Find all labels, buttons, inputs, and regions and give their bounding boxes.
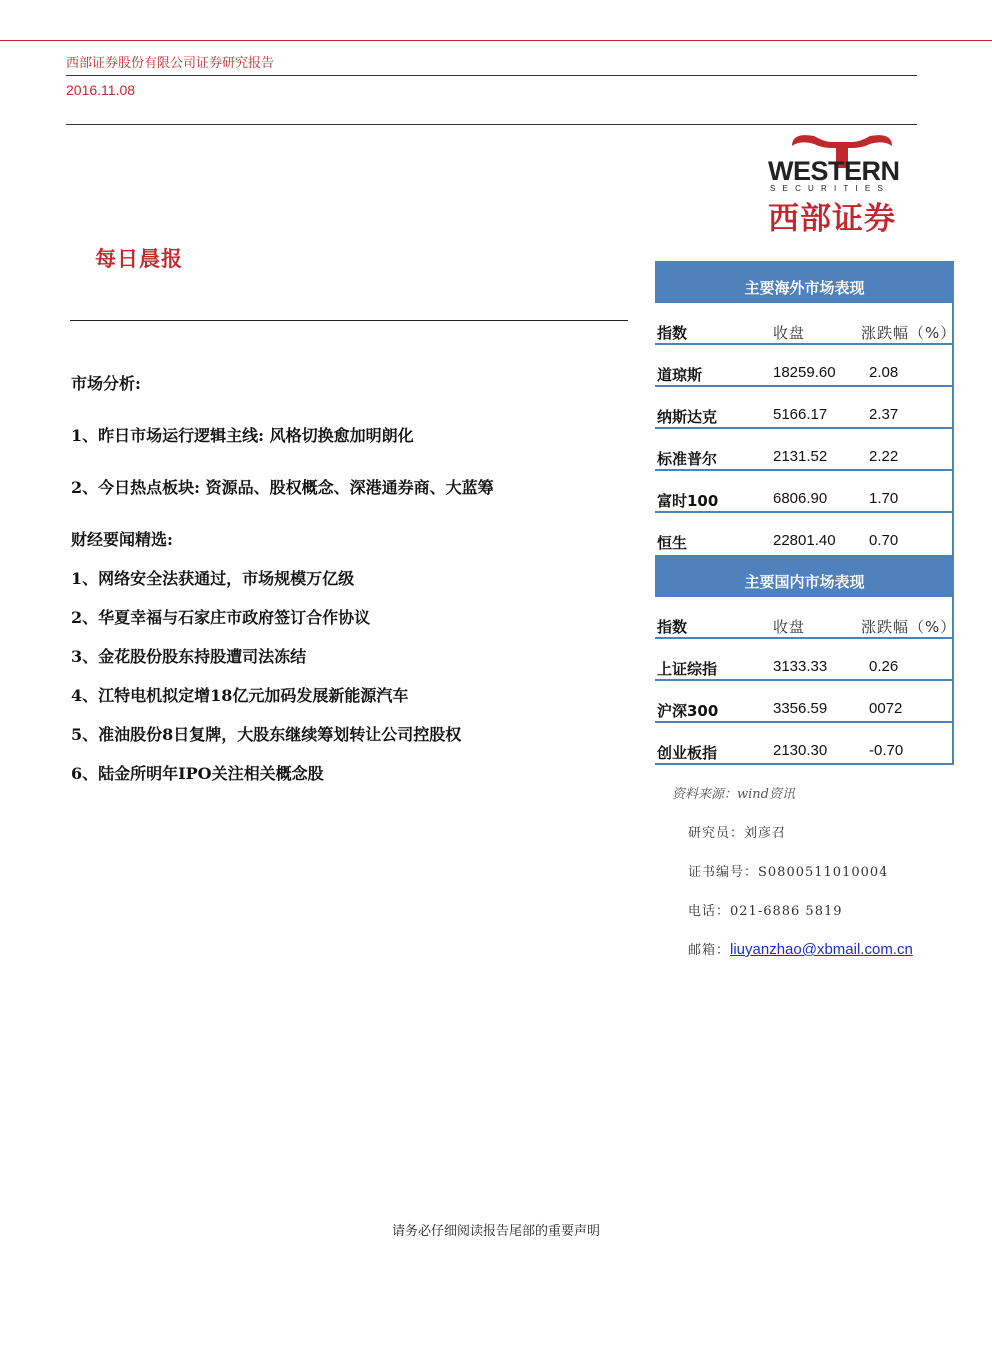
logo-chinese: 西部证券 [768,201,896,237]
logo-subtitle: SECURITIES [770,184,891,193]
index-change: 0.26 [869,658,899,675]
table-row [655,723,954,765]
header-close: 收盘 [773,618,806,636]
table-row [655,345,954,387]
index-close: 18259.60 [773,364,836,381]
title-rule [70,320,628,321]
email-link[interactable]: liuyanzhao@xbmail.com.cn [730,941,913,958]
index-close: 5166.17 [773,406,828,423]
news-item: 4、江特电机拟定增18亿元加码发展新能源汽车 [71,686,409,705]
table-header-row [655,597,957,639]
news-item: 1、网络安全法获通过，市场规模万亿级 [71,569,355,588]
header-close: 收盘 [773,324,806,342]
domestic-market-table [655,555,957,765]
index-change: 1.70 [869,490,899,507]
market-analysis-item: 2、今日热点板块: 资源品、股权概念、深港通券商、大蓝筹 [71,478,494,497]
index-close: 2130.30 [773,742,828,759]
index-change: 2.37 [869,406,899,423]
phone-number: 电话：021-6886 5819 [688,904,843,919]
overseas-market-table [655,261,957,555]
news-item: 3、金花股份股东持股遭司法冻结 [71,647,307,666]
overseas-table-title: 主要海外市场表现 [655,261,954,303]
index-change: 2.08 [869,364,899,381]
table-row [655,639,954,681]
table-row [655,429,954,471]
email-label: 邮箱： [688,943,731,958]
market-analysis-item: 1、昨日市场运行逻辑主线: 风格切换愈加明朗化 [71,426,414,445]
table-row [655,513,954,555]
index-name: 纳斯达克 [657,408,718,426]
data-source: 资料来源：wind资讯 [672,787,795,802]
index-change: -0.70 [869,742,904,759]
index-name: 恒生 [657,534,688,552]
email-row [688,939,913,958]
index-name: 沪深300 [657,702,719,720]
index-change: 0072 [869,700,903,717]
index-close: 22801.40 [773,532,836,549]
index-name: 上证综指 [657,660,718,678]
index-close: 3133.33 [773,658,828,675]
top-red-rule [0,40,992,41]
news-item: 2、华夏幸福与石家庄市政府签订合作协议 [71,608,371,627]
table-row [655,387,954,429]
index-change: 2.22 [869,448,899,465]
logo-english: WESTERN [768,156,900,186]
header-index: 指数 [657,324,688,342]
index-name: 富时100 [657,492,719,510]
table-row [655,471,954,513]
domestic-table-title: 主要国内市场表现 [655,555,954,597]
news-heading: 财经要闻精选: [71,530,173,549]
header-index: 指数 [657,618,688,636]
index-close: 6806.90 [773,490,828,507]
header-change: 涨跌幅（%） [861,324,957,342]
news-item: 5、准油股份8日复牌，大股东继续筹划转让公司控股权 [71,725,462,744]
table-header-row [655,303,957,345]
certificate-number: 证书编号：S0800511010004 [688,865,889,880]
footer-disclaimer: 请务必仔细阅读报告尾部的重要声明 [391,1224,600,1239]
header-rule [66,75,917,76]
index-name: 道琼斯 [657,366,703,384]
company-logo [766,130,918,237]
index-change: 0.70 [869,532,899,549]
table-row [655,681,954,723]
header-rule-bottom [66,124,917,125]
news-item: 6、陆金所明年IPO关注相关概念股 [71,764,324,783]
index-name: 创业板指 [657,744,718,762]
company-line: 西部证券股份有限公司证券研究报告 [66,55,275,70]
market-analysis-heading: 市场分析: [71,374,141,393]
report-date: 2016.11.08 [66,82,136,98]
analyst-name: 研究员：刘彦召 [688,826,787,841]
page-title: 每日晨报 [95,246,183,271]
header-change: 涨跌幅（%） [861,618,957,636]
index-close: 2131.52 [773,448,828,465]
index-close: 3356.59 [773,700,828,717]
index-name: 标准普尔 [657,450,718,468]
